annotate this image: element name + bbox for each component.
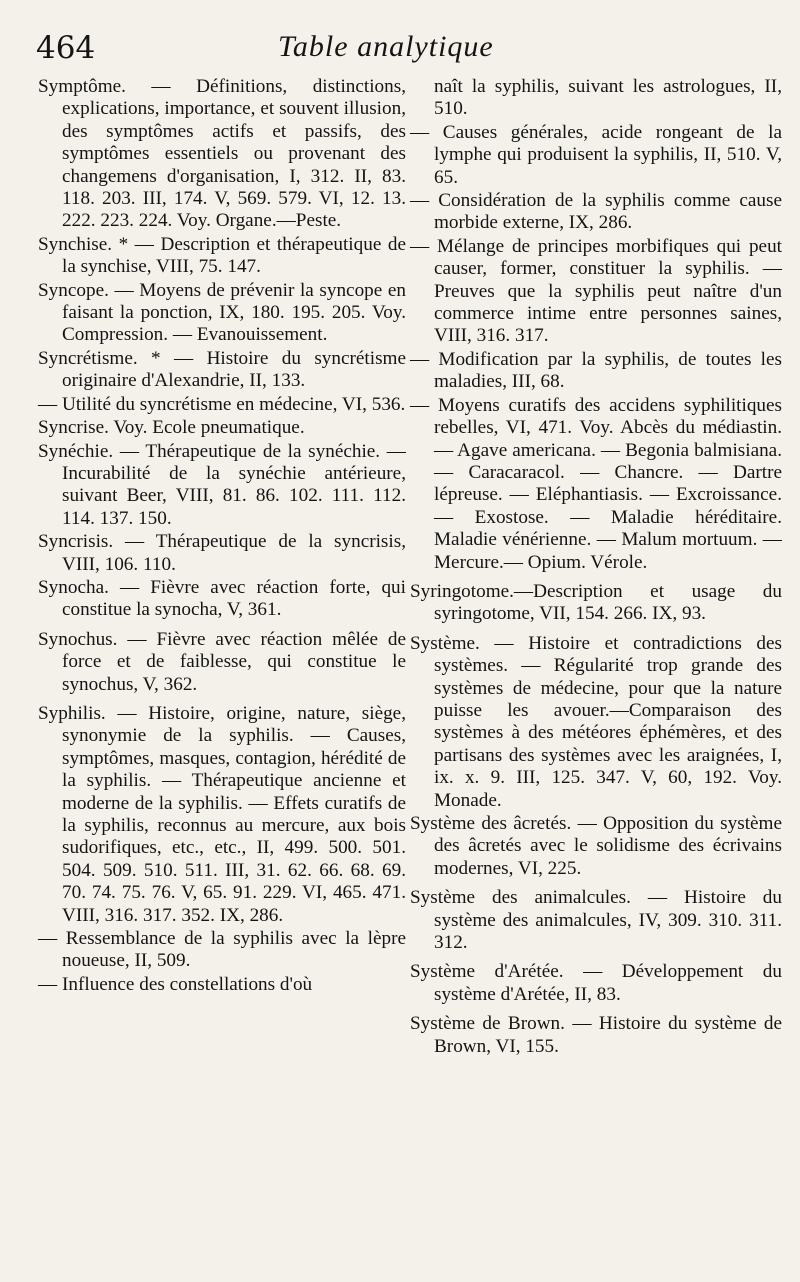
index-entry: — Mélange de principes morbifiques qui peut causer, former, constituer la syphilis. — Preuves que la syphilis peut naître d'un commerce intime entre personnes saines, VIII, 316. 317. xyxy=(410,235,782,347)
index-entry: — Moyens curatifs des accidens syphilitiques rebelles, VI, 471. Voy. Abcès du médiastin. — Agave americana. — Begonia balmisiana. — Caracaracol. — Chancre. — Dartre lépreuse. — Eléphantiasis. — Excroissance.— Exostose. — Maladie héréditaire. Maladie vénérienne. — Malum mortuum. — Mercure.— Opium. Vérole. xyxy=(410,394,782,573)
index-entry: Système de Brown. — Histoire du système de Brown, VI, 155. xyxy=(410,1013,782,1057)
index-entry: Système. — Histoire et contradictions des systèmes. — Régularité trop grande des systèmes de médecine, pour que la nature puisse les avouer.—Comparaison des systèmes à des météores éphémères, et des partisans des systèmes avec les araignées, I, ix. x. 9. III, 125. 347. V, 60, 192. Voy. Monade. xyxy=(410,632,782,811)
left-column xyxy=(38,76,406,997)
index-entry: Syphilis. — Histoire, origine, nature, siège, synonymie de la syphilis. — Causes, symptômes, masques, contagion, hérédité de la syphilis. — Thérapeutique ancienne et moderne de la syphilis. — Effets curatifs de la syphilis, reconnus au mercure, aux bois sudorifiques, etc., etc., II, 499. 500. 501. 504. 509. 510. 511. III, 31. 62. 66. 68. 69. 70. 74. 75. 76. V, 65. 91. 229. VI, 465. 471. VIII, 316. 317. 352. IX, 286. xyxy=(38,702,406,926)
page-number: 464 xyxy=(36,30,96,66)
index-entry: Syncrisis. — Thérapeutique de la syncrisis, VIII, 106. 110. xyxy=(38,531,406,575)
index-entry: Syncrise. Voy. Ecole pneumatique. xyxy=(38,417,305,439)
index-entry: — Influence des constellations d'où xyxy=(38,973,313,995)
index-entry: Système d'Arétée. — Développement du système d'Arétée, II, 83. xyxy=(410,961,782,1005)
index-entry: — Utilité du syncrétisme en médecine, VI, 536. xyxy=(38,393,406,415)
index-entry: naît la syphilis, suivant les astrologues, II, 510. xyxy=(434,76,782,120)
index-entry: Synochus. — Fièvre avec réaction mêlée de force et de faiblesse, qui constitue le synochus, V, 362. xyxy=(38,628,406,695)
index-entry: Syringotome.—Description et usage du syringotome, VII, 154. 266. IX, 93. xyxy=(410,580,782,625)
index-entry: — Causes générales, acide rongeant de la lymphe qui produisent la syphilis, II, 510. V, 65. xyxy=(410,121,782,188)
index-entry: — Ressemblance de la syphilis avec la lèpre noueuse, II, 509. xyxy=(38,928,406,972)
running-title: Table analytique xyxy=(278,30,494,63)
index-entry: Syncrétisme. * — Histoire du syncrétisme originaire d'Alexandrie, II, 133. xyxy=(38,347,406,392)
right-column xyxy=(410,76,782,1059)
index-entry: — Modification par la syphilis, de toutes les maladies, III, 68. xyxy=(410,348,782,393)
index-entry: Système des animalcules. — Histoire du système des animalcules, IV, 309. 310. 311. 312. xyxy=(410,887,782,954)
index-entry: — Considération de la syphilis comme cause morbide externe, IX, 286. xyxy=(410,190,782,234)
index-entry: Symptôme. — Définitions, distinctions, explications, importance, et souvent illusion, des symptômes actifs et passifs, des symptômes essentiels ou provenant des changemens d'organisation, I, 312. II, 83. 118. 203. III, 174. V, 569. 579. VI, 12. 13. 222. 223. 224. Voy. Organe.—Peste. xyxy=(38,76,406,232)
index-entry: Système des âcretés. — Opposition du système des âcretés avec le solidisme des écrivains modernes, VI, 225. xyxy=(410,813,782,879)
index-entry: Synéchie. — Thérapeutique de la synéchie. — Incurabilité de la synéchie antérieure, suivant Beer, VIII, 81. 86. 102. 111. 112. 114. 137. 150. xyxy=(38,440,406,529)
index-entry: Syncope. — Moyens de prévenir la syncope en faisant la ponction, IX, 180. 195. 205. Voy. Compression. — Evanouissement. xyxy=(38,279,406,346)
index-entry: Synchise. * — Description et thérapeutique de la synchise, VIII, 75. 147. xyxy=(38,233,406,278)
index-entry: Synocha. — Fièvre avec réaction forte, qui constitue la synocha, V, 361. xyxy=(38,576,406,621)
